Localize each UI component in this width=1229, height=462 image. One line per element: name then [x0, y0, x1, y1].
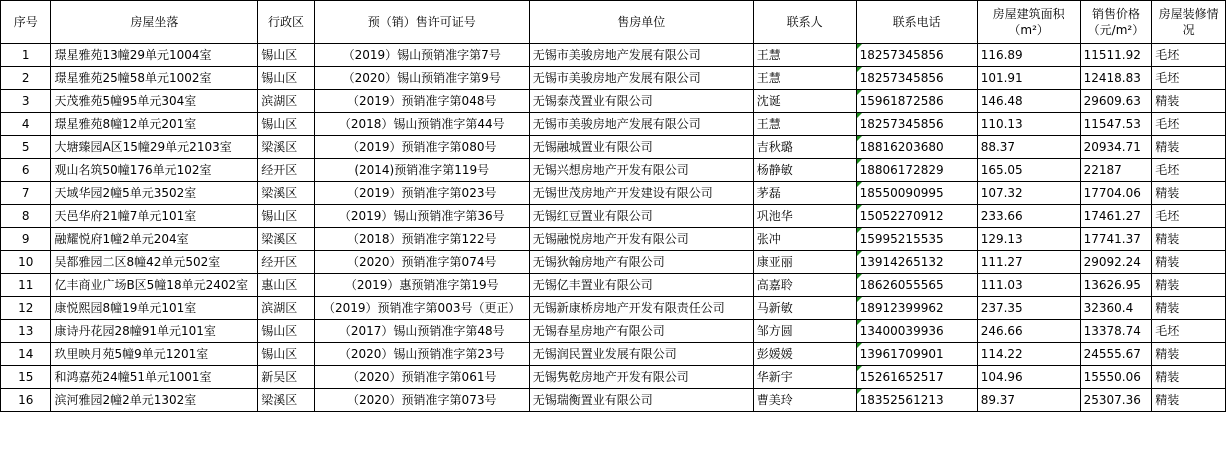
cell-district: 锡山区 [258, 320, 315, 343]
cell-permit: (2014)预销准字第119号 [314, 159, 529, 182]
cell-permit: （2018）预销准字第122号 [314, 228, 529, 251]
cell-permit: （2017）锡山预销准字第48号 [314, 320, 529, 343]
cell-contact: 巩池华 [753, 205, 856, 228]
table-row [1, 297, 1226, 320]
cell-area: 129.13 [977, 228, 1080, 251]
cell-seller: 无锡市美骏房地产发展有限公司 [529, 113, 753, 136]
cell-phone: 13914265132 [856, 251, 977, 274]
cell-district: 梁溪区 [258, 136, 315, 159]
cell-index: 15 [1, 366, 51, 389]
cell-contact: 王慧 [753, 44, 856, 67]
cell-district: 梁溪区 [258, 228, 315, 251]
cell-decoration: 毛坯 [1152, 320, 1226, 343]
cell-address: 滨河雅园2幢2单元1302室 [51, 389, 258, 412]
cell-decoration: 毛坯 [1152, 44, 1226, 67]
cell-area: 89.37 [977, 389, 1080, 412]
cell-address: 玖里映月苑5幢9单元1201室 [51, 343, 258, 366]
cell-seller: 无锡融悦房地产开发有限公司 [529, 228, 753, 251]
cell-area: 111.03 [977, 274, 1080, 297]
cell-address: 康诗丹花园28幢91单元101室 [51, 320, 258, 343]
cell-permit: （2019）锡山预销准字第36号 [314, 205, 529, 228]
cell-address: 璟星雅苑8幢12单元201室 [51, 113, 258, 136]
cell-address: 吴都雅园二区8幢42单元502室 [51, 251, 258, 274]
cell-index: 9 [1, 228, 51, 251]
cell-index: 12 [1, 297, 51, 320]
cell-index: 5 [1, 136, 51, 159]
header-address: 房屋坐落 [51, 1, 258, 44]
header-permit: 预（销）售许可证号 [314, 1, 529, 44]
cell-decoration: 精装 [1152, 136, 1226, 159]
header-index: 序号 [1, 1, 51, 44]
cell-decoration: 精装 [1152, 343, 1226, 366]
cell-phone: 18257345856 [856, 67, 977, 90]
cell-decoration: 精装 [1152, 90, 1226, 113]
cell-permit: （2020）预销准字第074号 [314, 251, 529, 274]
cell-permit: （2019）预销准字第023号 [314, 182, 529, 205]
cell-price: 13378.74 [1080, 320, 1152, 343]
cell-index: 6 [1, 159, 51, 182]
cell-seller: 无锡亿丰置业有限公司 [529, 274, 753, 297]
cell-phone: 18257345856 [856, 44, 977, 67]
cell-phone: 13400039936 [856, 320, 977, 343]
cell-area: 101.91 [977, 67, 1080, 90]
cell-seller: 无锡泰茂置业有限公司 [529, 90, 753, 113]
cell-address: 天茂雅苑5幢95单元304室 [51, 90, 258, 113]
table-row [1, 205, 1226, 228]
cell-area: 88.37 [977, 136, 1080, 159]
cell-district: 滨湖区 [258, 90, 315, 113]
cell-area: 110.13 [977, 113, 1080, 136]
cell-district: 锡山区 [258, 67, 315, 90]
cell-phone: 15052270912 [856, 205, 977, 228]
cell-area: 146.48 [977, 90, 1080, 113]
header-area: 房屋建筑面积（m²） [977, 1, 1080, 44]
cell-seller: 无锡春星房地产有限公司 [529, 320, 753, 343]
cell-price: 29092.24 [1080, 251, 1152, 274]
cell-district: 新吴区 [258, 366, 315, 389]
table-row [1, 136, 1226, 159]
cell-price: 29609.63 [1080, 90, 1152, 113]
table-body [1, 44, 1226, 412]
cell-address: 大塘臻园A区15幢29单元2103室 [51, 136, 258, 159]
table-row [1, 67, 1226, 90]
cell-seller: 无锡新康桥房地产开发有限责任公司 [529, 297, 753, 320]
cell-permit: （2019）预销准字第080号 [314, 136, 529, 159]
cell-seller: 无锡市美骏房地产发展有限公司 [529, 44, 753, 67]
cell-address: 璟星雅苑13幢29单元1004室 [51, 44, 258, 67]
cell-district: 惠山区 [258, 274, 315, 297]
header-phone: 联系电话 [856, 1, 977, 44]
cell-seller: 无锡润民置业发展有限公司 [529, 343, 753, 366]
cell-price: 17741.37 [1080, 228, 1152, 251]
cell-contact: 华新宇 [753, 366, 856, 389]
cell-price: 17461.27 [1080, 205, 1152, 228]
cell-index: 11 [1, 274, 51, 297]
cell-phone: 18806172829 [856, 159, 977, 182]
cell-price: 24555.67 [1080, 343, 1152, 366]
cell-area: 246.66 [977, 320, 1080, 343]
table-row [1, 90, 1226, 113]
cell-index: 16 [1, 389, 51, 412]
cell-seller: 无锡红豆置业有限公司 [529, 205, 753, 228]
cell-index: 1 [1, 44, 51, 67]
cell-decoration: 精装 [1152, 366, 1226, 389]
cell-index: 10 [1, 251, 51, 274]
table-row [1, 366, 1226, 389]
table-row [1, 182, 1226, 205]
cell-decoration: 精装 [1152, 182, 1226, 205]
table-row [1, 251, 1226, 274]
cell-address: 亿丰商业广场B区5幢18单元2402室 [51, 274, 258, 297]
cell-price: 12418.83 [1080, 67, 1152, 90]
cell-contact: 邹方圆 [753, 320, 856, 343]
cell-index: 2 [1, 67, 51, 90]
cell-contact: 王慧 [753, 67, 856, 90]
header-district: 行政区 [258, 1, 315, 44]
cell-district: 经开区 [258, 159, 315, 182]
cell-district: 经开区 [258, 251, 315, 274]
table-row [1, 159, 1226, 182]
cell-price: 22187 [1080, 159, 1152, 182]
cell-phone: 15995215535 [856, 228, 977, 251]
cell-phone: 15261652517 [856, 366, 977, 389]
table-row [1, 44, 1226, 67]
header-seller: 售房单位 [529, 1, 753, 44]
cell-permit: （2019）预销准字第048号 [314, 90, 529, 113]
cell-address: 璟星雅苑25幢58单元1002室 [51, 67, 258, 90]
cell-district: 锡山区 [258, 205, 315, 228]
cell-price: 25307.36 [1080, 389, 1152, 412]
cell-index: 8 [1, 205, 51, 228]
cell-area: 165.05 [977, 159, 1080, 182]
cell-contact: 高嘉聆 [753, 274, 856, 297]
cell-decoration: 精装 [1152, 389, 1226, 412]
cell-area: 114.22 [977, 343, 1080, 366]
cell-permit: （2019）锡山预销准字第7号 [314, 44, 529, 67]
cell-area: 104.96 [977, 366, 1080, 389]
cell-seller: 无锡狄翰房地产有限公司 [529, 251, 753, 274]
cell-index: 3 [1, 90, 51, 113]
table-row [1, 343, 1226, 366]
cell-decoration: 毛坯 [1152, 113, 1226, 136]
cell-district: 滨湖区 [258, 297, 315, 320]
cell-area: 233.66 [977, 205, 1080, 228]
cell-price: 15550.06 [1080, 366, 1152, 389]
cell-area: 237.35 [977, 297, 1080, 320]
table-row [1, 228, 1226, 251]
cell-contact: 茅磊 [753, 182, 856, 205]
cell-contact: 沈诞 [753, 90, 856, 113]
cell-contact: 康亚丽 [753, 251, 856, 274]
cell-phone: 15961872586 [856, 90, 977, 113]
table-row [1, 274, 1226, 297]
cell-index: 14 [1, 343, 51, 366]
cell-price: 32360.4 [1080, 297, 1152, 320]
cell-price: 13626.95 [1080, 274, 1152, 297]
cell-seller: 无锡世茂房地产开发建设有限公司 [529, 182, 753, 205]
cell-address: 康悦熙园8幢19单元101室 [51, 297, 258, 320]
cell-address: 天域华园2幢5单元3502室 [51, 182, 258, 205]
cell-district: 锡山区 [258, 44, 315, 67]
cell-seller: 无锡隽乾房地产开发有限公司 [529, 366, 753, 389]
cell-seller: 无锡兴想房地产开发有限公司 [529, 159, 753, 182]
cell-address: 和鸿嘉苑24幢51单元1001室 [51, 366, 258, 389]
cell-index: 7 [1, 182, 51, 205]
cell-decoration: 精装 [1152, 251, 1226, 274]
cell-contact: 曹美玲 [753, 389, 856, 412]
cell-permit: （2018）锡山预销准字第44号 [314, 113, 529, 136]
cell-permit: （2020）预销准字第073号 [314, 389, 529, 412]
cell-permit: （2019）预销准字第003号（更正） [314, 297, 529, 320]
table-header [1, 1, 1226, 44]
table-row [1, 320, 1226, 343]
cell-contact: 吉秋璐 [753, 136, 856, 159]
header-contact: 联系人 [753, 1, 856, 44]
cell-price: 11511.92 [1080, 44, 1152, 67]
cell-seller: 无锡融城置业有限公司 [529, 136, 753, 159]
cell-seller: 无锡瑞衡置业有限公司 [529, 389, 753, 412]
cell-contact: 彭媛媛 [753, 343, 856, 366]
cell-contact: 王慧 [753, 113, 856, 136]
cell-permit: （2020）预销准字第061号 [314, 366, 529, 389]
cell-decoration: 精装 [1152, 228, 1226, 251]
cell-area: 111.27 [977, 251, 1080, 274]
table-row [1, 113, 1226, 136]
cell-contact: 杨静敏 [753, 159, 856, 182]
cell-district: 梁溪区 [258, 182, 315, 205]
cell-phone: 13961709901 [856, 343, 977, 366]
cell-permit: （2019）惠预销准字第19号 [314, 274, 529, 297]
cell-phone: 18550090995 [856, 182, 977, 205]
cell-address: 融耀悦府1幢2单元204室 [51, 228, 258, 251]
cell-price: 20934.71 [1080, 136, 1152, 159]
cell-contact: 马新敏 [753, 297, 856, 320]
header-price: 销售价格（元/m²） [1080, 1, 1152, 44]
cell-contact: 张冲 [753, 228, 856, 251]
cell-district: 锡山区 [258, 343, 315, 366]
cell-permit: （2020）锡山预销准字第23号 [314, 343, 529, 366]
cell-decoration: 毛坯 [1152, 159, 1226, 182]
cell-address: 观山名筑50幢176单元102室 [51, 159, 258, 182]
table-row [1, 389, 1226, 412]
cell-phone: 18257345856 [856, 113, 977, 136]
cell-decoration: 毛坯 [1152, 67, 1226, 90]
cell-area: 107.32 [977, 182, 1080, 205]
cell-phone: 18816203680 [856, 136, 977, 159]
cell-district: 锡山区 [258, 113, 315, 136]
cell-phone: 18352561213 [856, 389, 977, 412]
cell-area: 116.89 [977, 44, 1080, 67]
cell-seller: 无锡市美骏房地产发展有限公司 [529, 67, 753, 90]
header-decoration: 房屋装修情况 [1152, 1, 1226, 44]
cell-decoration: 精装 [1152, 274, 1226, 297]
cell-price: 17704.06 [1080, 182, 1152, 205]
header-row [1, 1, 1226, 44]
cell-phone: 18912399962 [856, 297, 977, 320]
cell-address: 天邑华府21幢7单元101室 [51, 205, 258, 228]
cell-index: 13 [1, 320, 51, 343]
cell-index: 4 [1, 113, 51, 136]
cell-decoration: 毛坯 [1152, 205, 1226, 228]
cell-district: 梁溪区 [258, 389, 315, 412]
cell-price: 11547.53 [1080, 113, 1152, 136]
cell-permit: （2020）锡山预销准字第9号 [314, 67, 529, 90]
cell-phone: 18626055565 [856, 274, 977, 297]
cell-decoration: 精装 [1152, 297, 1226, 320]
